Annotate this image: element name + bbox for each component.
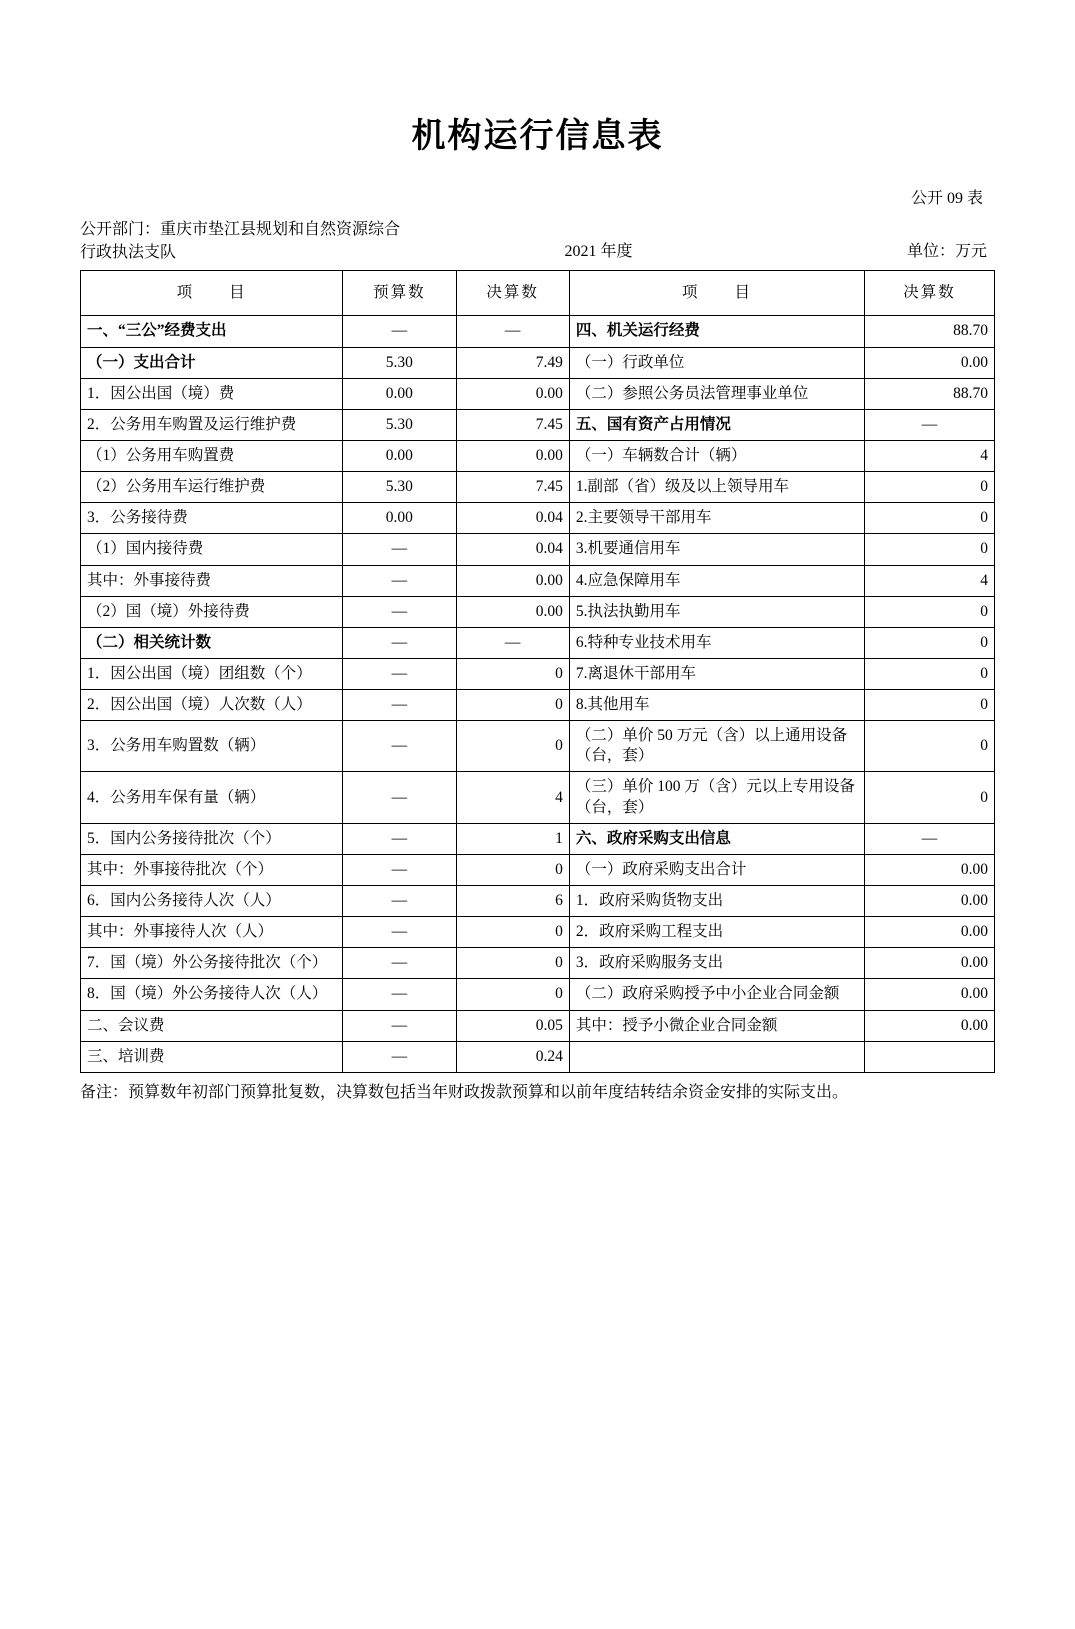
row-budget-value: — (343, 658, 456, 689)
row-right-final-value: 4 (865, 440, 995, 471)
page-title: 机构运行信息表 (411, 116, 664, 156)
header-right-item: 项 目 (569, 271, 864, 316)
row-final-value: 0.00 (456, 565, 569, 596)
row-left-item: 其中：外事接待人次（人） (81, 917, 343, 948)
row-right-final-value: 0.00 (865, 1010, 995, 1041)
document-page (0, 108, 1075, 1629)
sheet-number: 公开 09 表 (910, 190, 983, 207)
row-right-item: 其中：授予小微企业合同金额 (569, 1010, 864, 1041)
row-left-item: （2）公务用车运行维护费 (81, 472, 343, 503)
table-row (81, 316, 995, 347)
row-right-final-value: 0 (865, 534, 995, 565)
row-left-item: 其中：外事接待批次（个） (81, 854, 343, 885)
row-right-final-value (865, 1041, 995, 1072)
row-right-item: （二）参照公务员法管理事业单位 (569, 378, 864, 409)
row-right-final-value: 0.00 (865, 886, 995, 917)
footnote: 备注：预算数年初部门预算批复数，决算数包括当年财政拨款预算和以前年度结转结余资金安排的实际支出。 (80, 1083, 849, 1101)
table-row (81, 854, 995, 885)
table-row (81, 948, 995, 979)
row-left-item: 三、培训费 (81, 1041, 343, 1072)
row-budget-value: — (343, 948, 456, 979)
row-budget-value: — (343, 690, 456, 721)
row-right-final-value: 0.00 (865, 347, 995, 378)
table-row (81, 979, 995, 1010)
row-final-value: 0 (456, 690, 569, 721)
header-left-item: 项 目 (81, 271, 343, 316)
row-right-item: 六、政府采购支出信息 (569, 823, 864, 854)
department-label: 公开部门：重庆市垫江县规划和自然资源综合行政执法支队 (80, 221, 401, 262)
row-right-item: 四、机关运行经费 (569, 316, 864, 347)
row-final-value: 0.04 (456, 503, 569, 534)
table-row (81, 472, 995, 503)
table-row (81, 1010, 995, 1041)
row-left-item: 3．公务用车购置数（辆） (81, 721, 343, 772)
row-right-item: （二）单价 50 万元（含）以上通用设备（台，套） (569, 721, 864, 772)
row-right-item: （三）单价 100 万（含）元以上专用设备（台，套） (569, 772, 864, 823)
table-row (81, 658, 995, 689)
table-row (81, 690, 995, 721)
row-right-final-value: 0.00 (865, 948, 995, 979)
row-budget-value: — (343, 979, 456, 1010)
row-left-item: 4．公务用车保有量（辆） (81, 772, 343, 823)
operation-info-table (80, 270, 995, 1073)
table-row (81, 347, 995, 378)
row-budget-value: — (343, 823, 456, 854)
meta-row (80, 218, 995, 264)
row-right-item: 4.应急保障用车 (569, 565, 864, 596)
row-budget-value: 5.30 (343, 472, 456, 503)
row-budget-value: 0.00 (343, 378, 456, 409)
row-left-item: 2．因公出国（境）人次数（人） (81, 690, 343, 721)
table-row (81, 503, 995, 534)
table-row (81, 409, 995, 440)
table-row (81, 534, 995, 565)
row-final-value: 1 (456, 823, 569, 854)
row-final-value: 6 (456, 886, 569, 917)
row-budget-value: 0.00 (343, 503, 456, 534)
table-row (81, 823, 995, 854)
row-right-item (569, 1041, 864, 1072)
row-budget-value: — (343, 596, 456, 627)
row-right-item: 3.机要通信用车 (569, 534, 864, 565)
row-right-final-value: 0.00 (865, 917, 995, 948)
table-row (81, 772, 995, 823)
row-right-final-value: 0 (865, 772, 995, 823)
row-right-final-value: 0 (865, 472, 995, 503)
row-right-final-value: 0 (865, 690, 995, 721)
row-budget-value: — (343, 1041, 456, 1072)
table-body (81, 316, 995, 1073)
row-right-final-value: 0.00 (865, 979, 995, 1010)
row-left-item: （二）相关统计数 (81, 627, 343, 658)
row-left-item: 3．公务接待费 (81, 503, 343, 534)
row-final-value: 0.00 (456, 596, 569, 627)
row-right-final-value: 0 (865, 627, 995, 658)
row-budget-value: — (343, 565, 456, 596)
row-right-final-value: 0 (865, 503, 995, 534)
row-final-value: 0 (456, 658, 569, 689)
row-final-value: 0 (456, 854, 569, 885)
row-left-item: 6．国内公务接待人次（人） (81, 886, 343, 917)
row-left-item: （1）公务用车购置费 (81, 440, 343, 471)
row-left-item: 5．国内公务接待批次（个） (81, 823, 343, 854)
row-final-value: 0.00 (456, 440, 569, 471)
row-final-value: 0.24 (456, 1041, 569, 1072)
row-final-value: 0 (456, 917, 569, 948)
row-right-item: 2.主要领导干部用车 (569, 503, 864, 534)
fiscal-year: 2021 年度 (564, 243, 633, 260)
header-final: 决算数 (456, 271, 569, 316)
row-left-item: 8．国（境）外公务接待人次（人） (81, 979, 343, 1010)
row-budget-value: — (343, 721, 456, 772)
row-right-final-value: 0 (865, 658, 995, 689)
row-left-item: （1）国内接待费 (81, 534, 343, 565)
row-final-value: — (456, 316, 569, 347)
table-row (81, 721, 995, 772)
row-right-final-value: — (865, 823, 995, 854)
row-left-item: 一、“三公”经费支出 (81, 316, 343, 347)
row-right-item: 8.其他用车 (569, 690, 864, 721)
row-budget-value: 5.30 (343, 409, 456, 440)
row-budget-value: — (343, 917, 456, 948)
row-budget-value: — (343, 316, 456, 347)
row-right-final-value: — (865, 409, 995, 440)
row-right-final-value: 0.00 (865, 854, 995, 885)
table-row (81, 917, 995, 948)
row-budget-value: — (343, 534, 456, 565)
row-right-final-value: 88.70 (865, 316, 995, 347)
row-right-item: 2．政府采购工程支出 (569, 917, 864, 948)
row-right-item: 1.副部（省）级及以上领导用车 (569, 472, 864, 503)
row-right-item: 3．政府采购服务支出 (569, 948, 864, 979)
table-row (81, 378, 995, 409)
row-left-item: 二、会议费 (81, 1010, 343, 1041)
table-row (81, 440, 995, 471)
row-left-item: （一）支出合计 (81, 347, 343, 378)
table-header-row (81, 271, 995, 316)
row-right-item: 6.特种专业技术用车 (569, 627, 864, 658)
unit-label: 单位：万元 (906, 243, 987, 260)
row-right-final-value: 0 (865, 596, 995, 627)
row-right-item: 1．政府采购货物支出 (569, 886, 864, 917)
row-final-value: 0.05 (456, 1010, 569, 1041)
row-right-item: （一）车辆数合计（辆） (569, 440, 864, 471)
row-final-value: 4 (456, 772, 569, 823)
table-row (81, 1041, 995, 1072)
row-budget-value: — (343, 627, 456, 658)
header-right-final: 决算数 (865, 271, 995, 316)
row-final-value: 0.04 (456, 534, 569, 565)
row-budget-value: 5.30 (343, 347, 456, 378)
row-right-item: （二）政府采购授予中小企业合同金额 (569, 979, 864, 1010)
row-left-item: 1．因公出国（境）团组数（个） (81, 658, 343, 689)
row-right-final-value: 4 (865, 565, 995, 596)
row-final-value: 7.49 (456, 347, 569, 378)
row-budget-value: — (343, 886, 456, 917)
table-row (81, 565, 995, 596)
header-budget: 预算数 (343, 271, 456, 316)
row-right-item: 7.离退休干部用车 (569, 658, 864, 689)
row-final-value: 0 (456, 721, 569, 772)
row-right-final-value: 0 (865, 721, 995, 772)
row-final-value: — (456, 627, 569, 658)
row-right-item: （一）政府采购支出合计 (569, 854, 864, 885)
row-right-item: 五、国有资产占用情况 (569, 409, 864, 440)
row-right-item: 5.执法执勤用车 (569, 596, 864, 627)
row-budget-value: — (343, 854, 456, 885)
row-left-item: 2．公务用车购置及运行维护费 (81, 409, 343, 440)
table-row (81, 627, 995, 658)
row-right-item: （一）行政单位 (569, 347, 864, 378)
row-right-final-value: 88.70 (865, 378, 995, 409)
row-final-value: 7.45 (456, 409, 569, 440)
row-final-value: 0 (456, 979, 569, 1010)
row-budget-value: — (343, 772, 456, 823)
row-budget-value: — (343, 1010, 456, 1041)
row-left-item: 7．国（境）外公务接待批次（个） (81, 948, 343, 979)
table-row (81, 886, 995, 917)
row-budget-value: 0.00 (343, 440, 456, 471)
row-left-item: 其中：外事接待费 (81, 565, 343, 596)
table-row (81, 596, 995, 627)
row-final-value: 7.45 (456, 472, 569, 503)
row-final-value: 0 (456, 948, 569, 979)
row-final-value: 0.00 (456, 378, 569, 409)
row-left-item: （2）国（境）外接待费 (81, 596, 343, 627)
row-left-item: 1．因公出国（境）费 (81, 378, 343, 409)
